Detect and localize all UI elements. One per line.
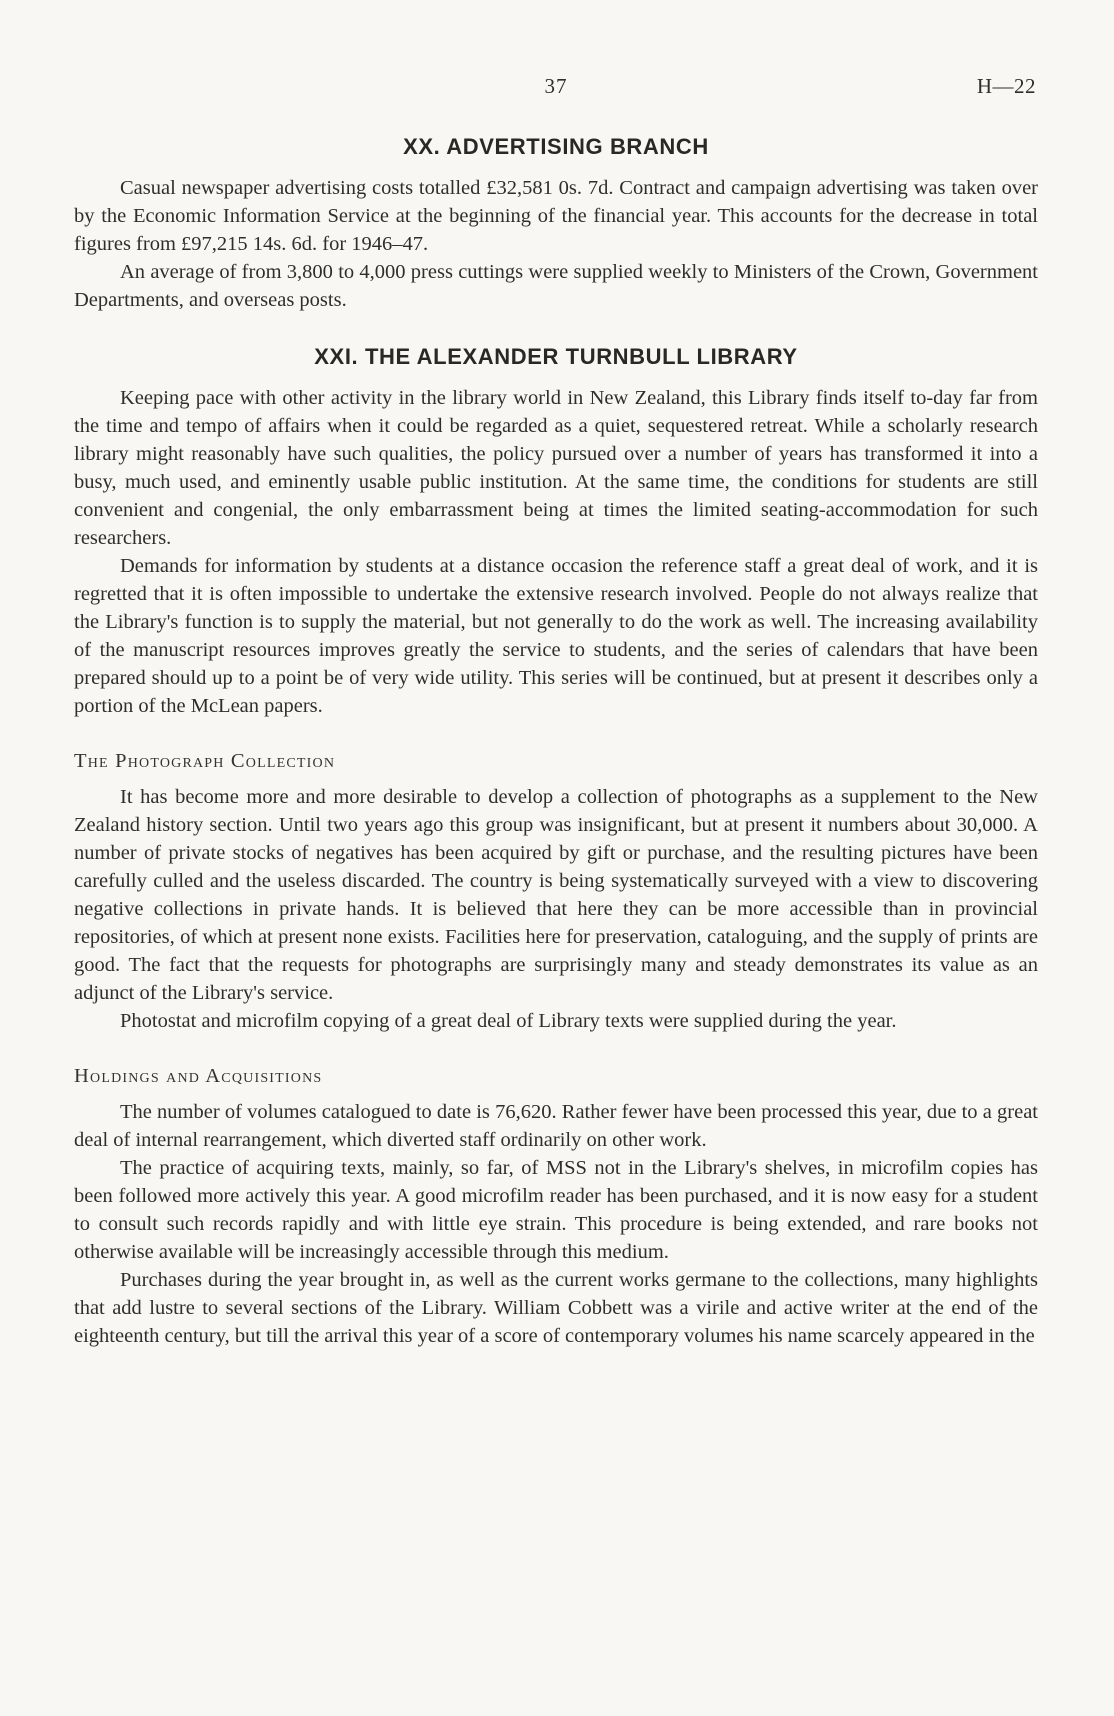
subsection-heading-photograph-collection: The Photograph Collection [74, 750, 336, 772]
paragraph: It has become more and more desirable to develop a collection of photographs as a supplement to the New Zealand history section. Until two years ago this group was insignificant, but at present it numbers about 30,000. A number of private stocks of negatives has been acquired by gift or purchase, and the resulting pictures have been carefully culled and the useless discarded. The country is being systematically surveyed with a view to discovering negative collections in private hands. It is believed that here they can be more accessible than in provincial repositories, of which at present none exists. Facilities here for preservation, cataloguing, and the supply of prints are good. The fact that the requests for photographs are surprisingly many and steady demonstrates its value as an adjunct of the Library's service. [74, 786, 1038, 1004]
paragraph: The number of volumes catalogued to date is 76,620. Rather fewer have been processed this year, due to a great deal of internal rearrangement, which diverted staff ordinarily on other work. [74, 1101, 1038, 1151]
paragraph: Demands for information by students at a distance occasion the reference staff a great deal of work, and it is regretted that it is often impossible to undertake the extensive research involved. People do not always realize that the Library's function is to supply the material, but not generally to do the work as well. The increasing availability of the manuscript resources improves greatly the service to students, and the series of calendars that have been prepared should up to a point be of very wide utility. This series will be continued, but at present it describes only a portion of the McLean papers. [74, 555, 1038, 717]
page-header [74, 74, 1038, 104]
paragraph: The practice of acquiring texts, mainly, so far, of MSS not in the Library's shelves, in microfilm copies has been followed more actively this year. A good microfilm reader has been purchased, and it is now easy for a student to consult such records rapidly and with little eye strain. This procedure is being extended, and rare books not otherwise available will be increasingly accessible through this medium. [74, 1157, 1038, 1263]
paragraph: Keeping pace with other activity in the library world in New Zealand, this Library finds itself to-day far from the time and tempo of affairs when it could be regarded as a quiet, sequestered retreat. While a scholarly research library might reasonably have such qualities, the policy pursued over a number of years has transformed it into a busy, much used, and eminently usable public institution. At the same time, the conditions for students are still convenient and congenial, the only embarrassment being at times the limited seating-accommodation for such researchers. [74, 387, 1038, 549]
section-heading-advertising-branch: XX. ADVERTISING BRANCH [403, 134, 709, 159]
section-heading-alexander-turnbull-library: XXI. THE ALEXANDER TURNBULL LIBRARY [314, 344, 798, 369]
paragraph: Purchases during the year brought in, as well as the current works germane to the collections, many highlights that add lustre to several sections of the Library. William Cobbett was a virile and active writer at the end of the eighteenth century, but till the arrival this year of a score of contemporary volumes his name scarcely appeared in the [74, 1269, 1038, 1347]
subsection-heading-holdings-and-acquisitions: Holdings and Acquisitions [74, 1065, 323, 1087]
page-number: 37 [544, 74, 568, 98]
document-reference: H—22 [976, 74, 1036, 98]
section-advertising-branch [74, 134, 1038, 314]
paragraph: An average of from 3,800 to 4,000 press cuttings were supplied weekly to Ministers of the Crown, Government Departments, and overseas posts. [74, 261, 1038, 311]
paragraph: Casual newspaper advertising costs totalled £32,581 0s. 7d. Contract and campaign advertising was taken over by the Economic Information Service at the beginning of the financial year. This accounts for the decrease in total figures from £97,215 14s. 6d. for 1946–47. [74, 177, 1038, 255]
section-alexander-turnbull-library [74, 344, 1038, 1350]
paragraph: Photostat and microfilm copying of a great deal of Library texts were supplied during the year. [120, 1010, 897, 1032]
